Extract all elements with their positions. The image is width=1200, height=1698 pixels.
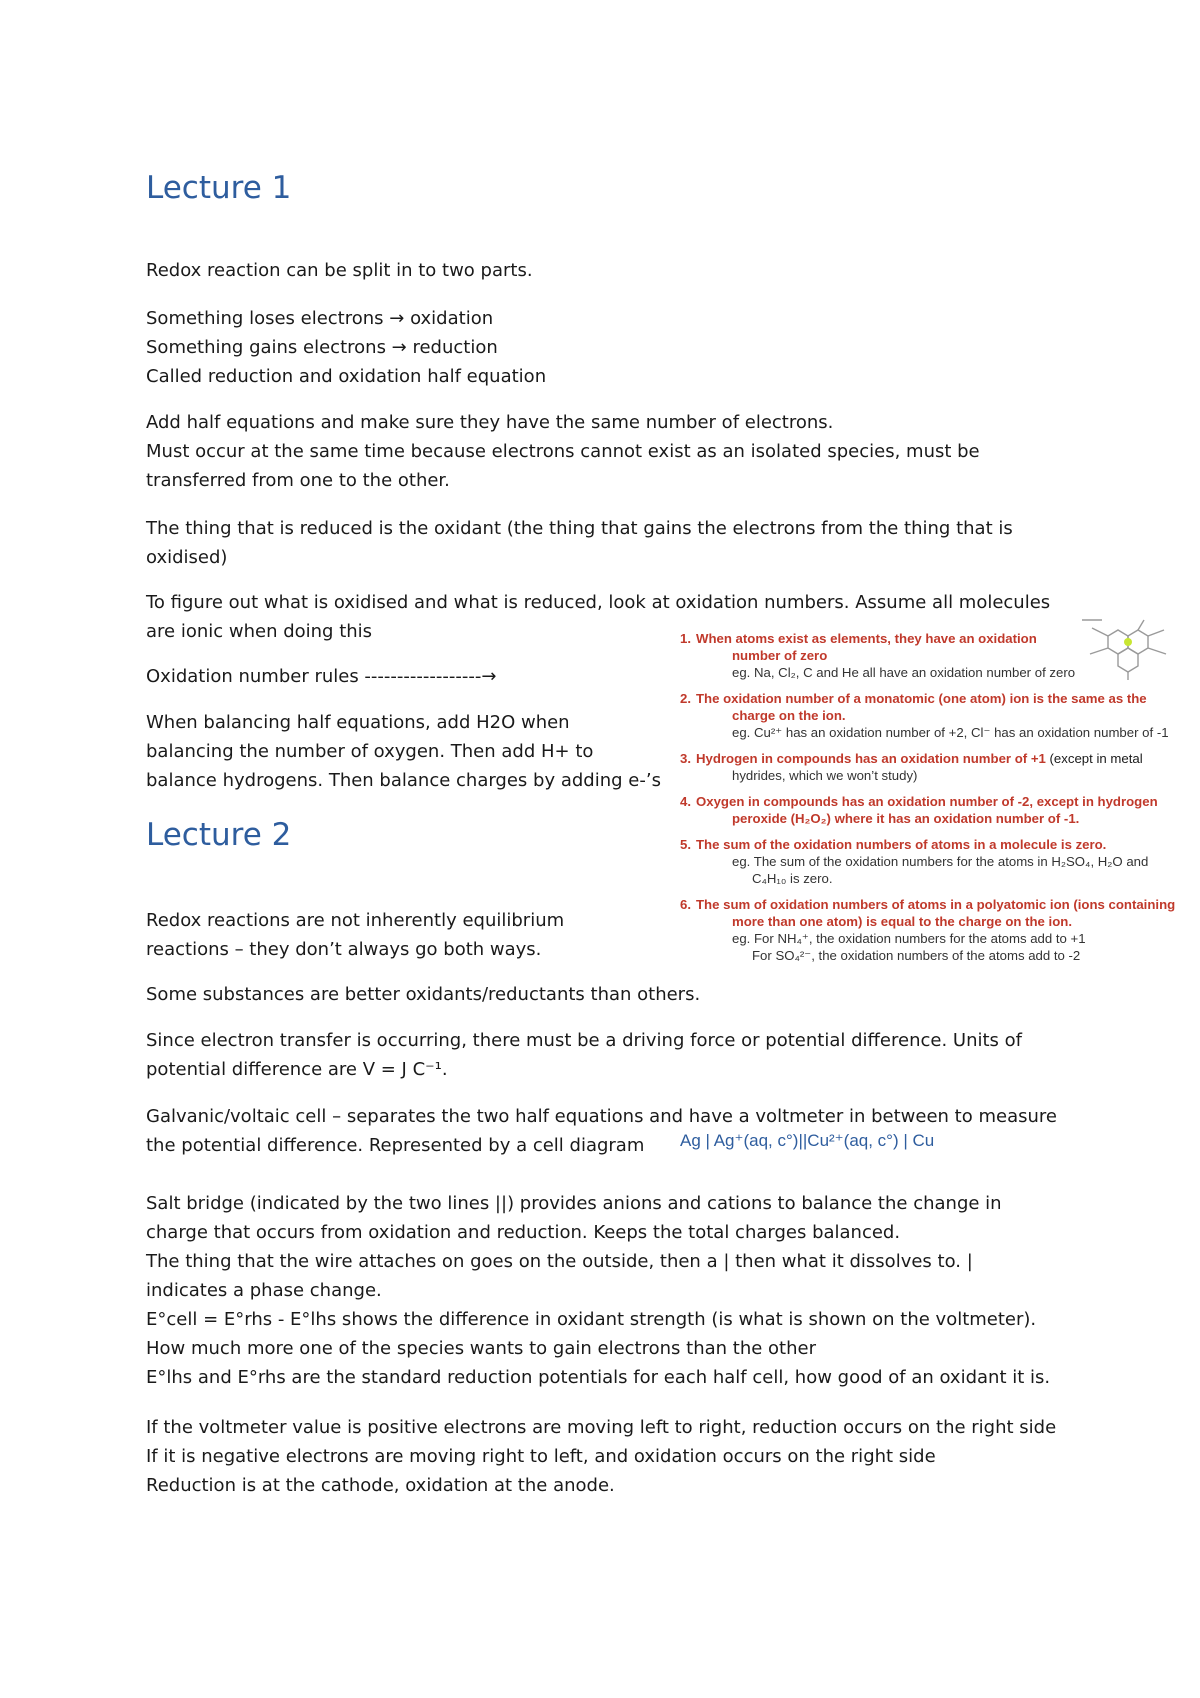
paragraph: When balancing half equations, add H2O when balancing the number of oxygen. Then add H+ to balance hydrogens. Then balance charges by adding e-’s	[146, 712, 661, 791]
paragraph: Something loses electrons → oxidation Something gains electrons → reduction Called reduction and oxidation half equation	[146, 308, 547, 387]
rule-item: 5. The sum of the oxidation numbers of atoms in a molecule is zero. eg. The sum of the oxidation numbers for the atoms in H₂SO₄, H₂O and C₄H₁₀ is zero.	[680, 837, 1149, 886]
paragraph: Oxidation number rules ------------------→	[146, 666, 497, 687]
rule-item: 4. Oxygen in compounds has an oxidation number of -2, except in hydrogen peroxide (H₂O₂) where it has an oxidation number of -1.	[680, 794, 1158, 826]
paragraph: Salt bridge (indicated by the two lines ||) provides anions and cations to balance the change in charge that occurs from oxidation and reduction. Keeps the total charges balanced. The thing that the wire attaches on goes on the outside, then a | then what it dissolves to. | indicates a phase change. E°cell = E°rhs - E°lhs shows the difference in oxidant strength (is what is shown on the voltmeter). How much more one of the species wants to gain electrons than the other E°lhs and E°rhs are the standard reduction potentials for each half cell, how good of an oxidant it is.	[146, 1193, 1051, 1388]
rule-item: 2. The oxidation number of a monatomic (one atom) ion is the same as the charge on the ion. eg. Cu²⁺ has an oxidation number of +2, Cl⁻ has an oxidation number of -1	[680, 691, 1169, 740]
cell-diagram-image: Ag | Ag⁺(aq, c°)||Cu²⁺(aq, c°) | Cu	[680, 1131, 935, 1150]
rule-item: 1. When atoms exist as elements, they have an oxidation number of zero eg. Na, Cl₂, C and He all have an oxidation number of zero	[680, 631, 1076, 680]
paragraph: To figure out what is oxidised and what is reduced, look at oxidation numbers. Assume all molecules are ionic when doing this	[146, 592, 1051, 642]
paragraph: Redox reaction can be split in to two parts.	[146, 260, 533, 281]
paragraph: Since electron transfer is occurring, there must be a driving force or potential difference. Units of potential difference are V = J C⁻¹.	[146, 1030, 1022, 1080]
molecule-structure-icon	[1078, 618, 1178, 680]
paragraph: If the voltmeter value is positive electrons are moving left to right, reduction occurs on the right side If it is negative electrons are moving right to left, and oxidation occurs on the right side Reduction is at the cathode, oxidation at the anode.	[146, 1417, 1057, 1496]
oxidation-rules-image	[680, 630, 1180, 973]
paragraph: Add half equations and make sure they have the same number of electrons. Must occur at the same time because electrons cannot exist as an isolated species, must be transferred from one to the other.	[146, 412, 980, 491]
paragraph: Redox reactions are not inherently equilibrium reactions – they don’t always go both ways.	[146, 910, 565, 960]
rule-item: 3. Hydrogen in compounds has an oxidation number of +1 (except in metal hydrides, which we won’t study)	[680, 751, 1143, 783]
paragraph: Galvanic/voltaic cell – separates the two half equations and have a voltmeter in between to measure the potential difference. Represented by a cell diagram	[146, 1106, 1057, 1156]
rule-item: 6. The sum of oxidation numbers of atoms in a polyatomic ion (ions containing more than one atom) is equal to the charge on the ion. eg. For NH₄⁺, the oxidation numbers for the atoms add to +1 For SO₄²⁻, the oxidation numbers of the atoms add to -2	[680, 897, 1176, 963]
paragraph: Some substances are better oxidants/reductants than others.	[146, 984, 701, 1005]
lecture-1-heading: Lecture 1	[146, 170, 292, 206]
paragraph: The thing that is reduced is the oxidant (the thing that gains the electrons from the thing that is oxidised)	[146, 518, 1013, 568]
lecture-2-heading: Lecture 2	[146, 817, 292, 853]
